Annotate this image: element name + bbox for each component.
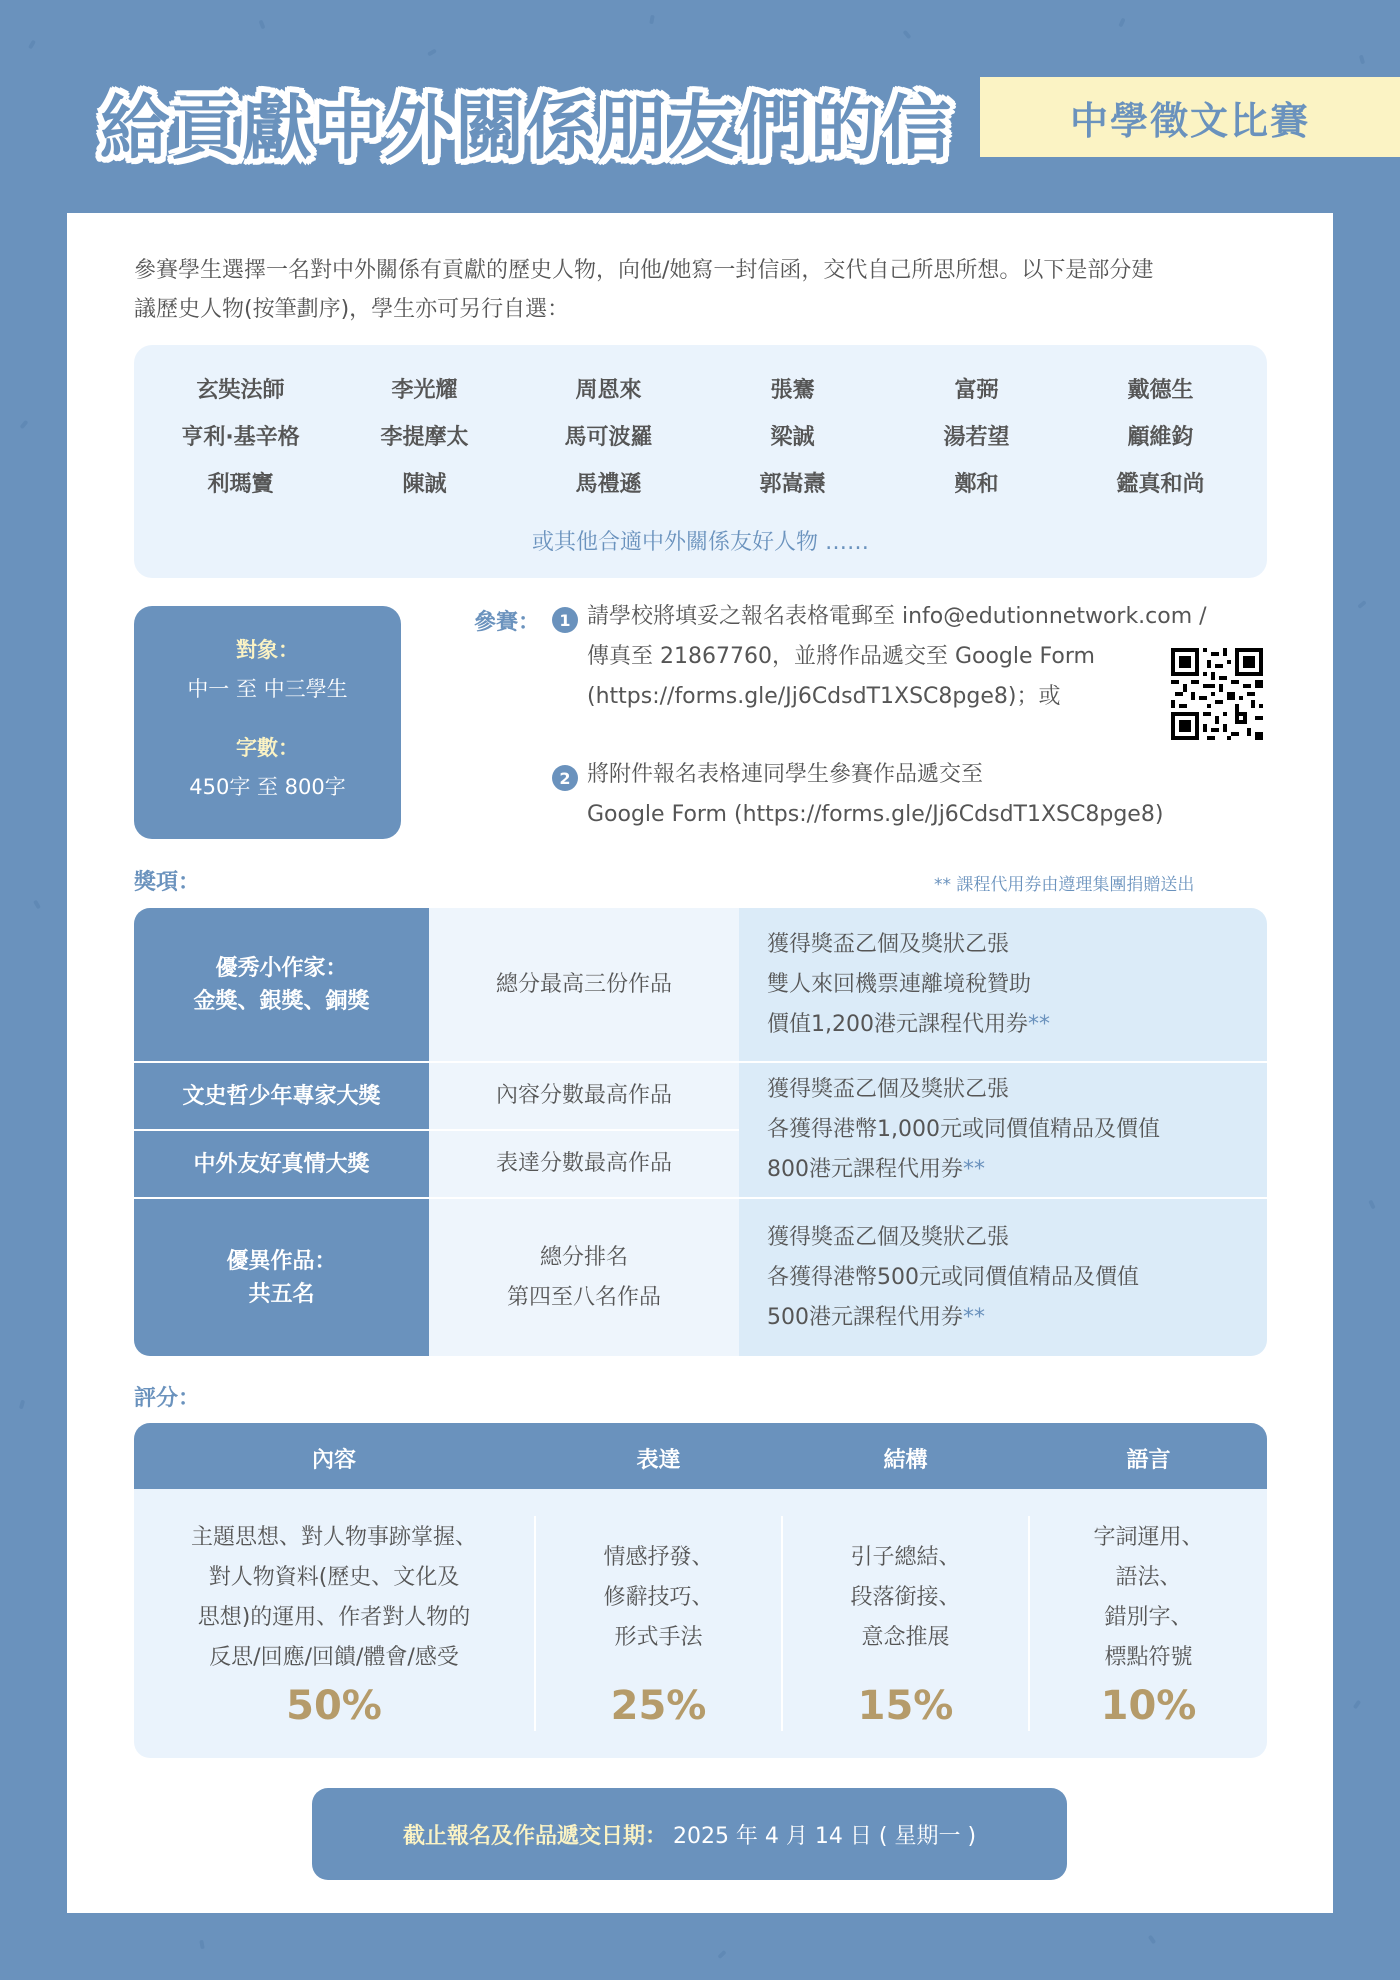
- figure-name: 鄭和: [954, 472, 999, 497]
- prize-line: 800港元課程代用券**: [767, 1157, 985, 1182]
- figure-name: 李光耀: [391, 378, 458, 403]
- scoring-column-desc: [1030, 1518, 1267, 1678]
- award-prize: [739, 908, 1267, 1062]
- word-count-value: 450字 至 800字: [189, 775, 346, 799]
- subtitle-text: 中學徵文比賽: [1069, 98, 1310, 143]
- intro-line: 議歷史人物(按筆劃序)，學生亦可另行自選：: [134, 297, 570, 322]
- desc-line: 標點符號: [1104, 1645, 1193, 1670]
- scoring-column-expression: [536, 1423, 781, 1758]
- desc-line: 情感抒發、: [603, 1545, 714, 1570]
- desc-line: 修辭技巧、: [603, 1585, 714, 1610]
- figure-name: 梁誠: [770, 425, 815, 450]
- step-1-badge: 1: [552, 607, 578, 633]
- step-line: (https://forms.gle/Jj6CdsdT1XSC8pge8)；或: [587, 684, 1061, 709]
- award-criteria-text: 表達分數最高作品: [495, 1151, 672, 1176]
- prize-line: 價值1,200港元課程代用券**: [767, 1012, 1050, 1037]
- scoring-label: 評分：: [134, 1386, 201, 1411]
- desc-line: 思想)的運用、作者對人物的: [197, 1605, 471, 1630]
- award-name: [134, 1199, 429, 1356]
- prize-line: 500港元課程代用券**: [767, 1304, 985, 1330]
- scoring-column-desc: [134, 1518, 534, 1678]
- intro-paragraph: [134, 251, 1334, 329]
- award-name-line: 優異作品：: [226, 1248, 337, 1274]
- scoring-column-desc: [536, 1538, 781, 1658]
- scoring-column-title: 結構: [883, 1448, 928, 1473]
- figure-name: 郭嵩燾: [759, 472, 826, 497]
- award-criteria-text: 內容分數最高作品: [495, 1083, 672, 1108]
- figure-name: 張騫: [770, 378, 815, 403]
- step-line: 將附件報名表格連同學生參賽作品遞交至: [587, 762, 984, 787]
- figure-name: 顧維鈞: [1127, 425, 1194, 450]
- figure-name: 戴德生: [1127, 378, 1194, 403]
- desc-line: 段落銜接、: [850, 1585, 961, 1610]
- figure-name: 陳誠: [402, 472, 447, 497]
- award-criteria-text: 總分排名: [539, 1244, 628, 1270]
- qr-code-icon[interactable]: [1171, 648, 1263, 740]
- desc-line: 對人物資料(歷史、文化及: [208, 1565, 460, 1590]
- figures-grid: [134, 372, 1267, 503]
- scoring-column-language: [1030, 1423, 1267, 1758]
- prize-line: 獲得獎盃乙個及獎狀乙張: [767, 1224, 1010, 1250]
- step-line: Google Form (https://forms.gle/Jj6CdsdT1XSC8pge8): [587, 802, 1164, 827]
- suggested-figures-panel: [134, 345, 1267, 578]
- scoring-column-structure: [783, 1423, 1028, 1758]
- scoring-percent: 25%: [610, 1683, 707, 1729]
- desc-line: 形式手法: [614, 1625, 703, 1650]
- figure-name: 富弼: [954, 378, 999, 403]
- figure-name: 玄奘法師: [196, 378, 285, 403]
- step-1-text: [587, 597, 1207, 717]
- award-name-line: 共五名: [248, 1281, 315, 1307]
- step-line: 傳真至 21867760，並將作品遞交至 Google Form: [587, 644, 1095, 669]
- footnote-marker: **: [1027, 1012, 1050, 1037]
- scoring-column-title: 表達: [636, 1448, 681, 1473]
- figure-name: 周恩來: [575, 378, 642, 403]
- step-2-text: [587, 755, 1163, 835]
- scoring-column-content: [134, 1423, 534, 1758]
- other-figures-note: 或其他合適中外關係友好人物 ……: [532, 530, 869, 555]
- prize-line: 獲得獎盃乙個及獎狀乙張: [767, 1077, 1010, 1102]
- figure-name: 湯若望: [943, 425, 1010, 450]
- intro-line: 參賽學生選擇一名對中外關係有貢獻的歷史人物，向他/她寫一封信函，交代自己所思所想。以下是部分建: [134, 258, 1154, 283]
- subtitle-banner: [980, 77, 1400, 157]
- award-name: [134, 908, 429, 1062]
- awards-table: [134, 908, 1267, 1356]
- desc-line: 引子總結、: [850, 1545, 961, 1570]
- scoring-table: [134, 1423, 1267, 1758]
- award-prize-shared: [739, 1063, 1267, 1197]
- deadline-banner: [312, 1788, 1067, 1880]
- prize-line: 各獲得港幣500元或同價值精品及價值: [767, 1264, 1139, 1290]
- figure-name: 鑑真和尚: [1116, 472, 1205, 497]
- scoring-column-title: 語言: [1126, 1448, 1171, 1473]
- scoring-column-title: 內容: [311, 1448, 356, 1473]
- step-2-badge: 2: [552, 765, 578, 791]
- participation-label: 參賽：: [474, 610, 541, 635]
- award-criteria: [429, 1063, 739, 1129]
- desc-line: 主題思想、對人物事跡掌握、: [190, 1525, 477, 1550]
- content-card: [67, 213, 1333, 1913]
- target-label: 對象：: [236, 638, 299, 662]
- prize-line: 獲得獎盃乙個及獎狀乙張: [767, 932, 1010, 957]
- footnote-marker: **: [963, 1157, 985, 1182]
- awards-label: 獎項：: [134, 870, 201, 895]
- desc-line: 語法、: [1115, 1565, 1182, 1590]
- award-name-line: 中外友好真情大獎: [193, 1151, 370, 1177]
- award-name: [134, 1131, 429, 1197]
- desc-line: 反思/回應/回饋/體會/感受: [209, 1645, 459, 1670]
- award-criteria: [429, 1131, 739, 1197]
- figure-name: 馬禮遜: [575, 472, 642, 497]
- prize-line: 雙人來回機票連離境稅贊助: [767, 972, 1032, 997]
- award-criteria: [429, 908, 739, 1062]
- award-criteria-text: 第四至八名作品: [506, 1284, 661, 1310]
- scoring-percent: 50%: [286, 1683, 382, 1729]
- target-value: 中一 至 中三學生: [187, 677, 348, 701]
- footnote-marker: **: [963, 1304, 985, 1330]
- desc-line: 字詞運用、: [1093, 1525, 1204, 1550]
- award-name-line: 優秀小作家：: [215, 956, 348, 981]
- scoring-percent: 15%: [857, 1683, 954, 1729]
- eligibility-box: [134, 606, 401, 839]
- award-name: [134, 1063, 429, 1129]
- scoring-column-desc: [783, 1538, 1028, 1658]
- figure-name: 利瑪竇: [207, 472, 274, 497]
- desc-line: 意念推展: [861, 1625, 950, 1650]
- award-name-line: 文史哲少年專家大獎: [182, 1083, 381, 1109]
- award-criteria: [429, 1199, 739, 1356]
- award-prize: [739, 1199, 1267, 1356]
- desc-line: 錯別字、: [1104, 1605, 1193, 1630]
- figure-name: 李提摩太: [380, 425, 469, 450]
- award-criteria-text: 總分最高三份作品: [495, 972, 672, 997]
- page-title: 給貢獻中外關係朋友們的信: [100, 87, 952, 169]
- word-count-label: 字數：: [236, 736, 299, 760]
- deadline-date: 2025 年 4 月 14 日 ( 星期一 ): [672, 1823, 977, 1849]
- header: [100, 70, 1310, 169]
- awards-footnote: ** 課程代用券由遵理集團捐贈送出: [934, 875, 1195, 895]
- deadline-label: 截止報名及作品遞交日期：: [402, 1823, 667, 1849]
- figure-name: 亨利·基辛格: [181, 425, 300, 450]
- scoring-percent: 10%: [1100, 1683, 1197, 1729]
- award-name-line: 金獎、銀獎、銅獎: [193, 989, 370, 1014]
- figure-name: 馬可波羅: [564, 425, 653, 450]
- prize-line: 各獲得港幣1,000元或同價值精品及價值: [767, 1117, 1160, 1142]
- step-line: 請學校將填妥之報名表格電郵至 info@edutionnetwork.com /: [587, 604, 1207, 629]
